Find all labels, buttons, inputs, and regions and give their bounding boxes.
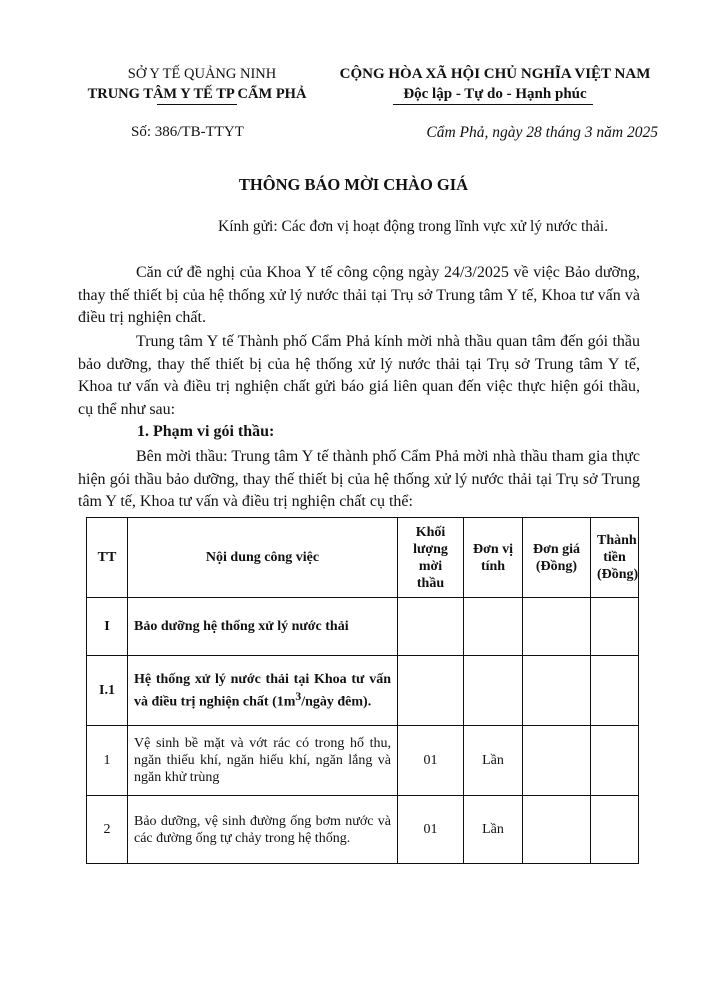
header-quantity: Khối lượng mời thầu — [398, 518, 464, 598]
cell-quantity: 01 — [398, 726, 464, 796]
cell-tt: I — [87, 598, 128, 656]
section-heading-scope: 1. Phạm vi gói thầu: — [137, 423, 275, 440]
cell-content-main: Hệ thống xử lý nước thải tại Khoa tư vấn và điều trị nghiện chất (1m — [134, 671, 391, 710]
cell-total — [591, 656, 639, 726]
cell-unit: Lần — [464, 726, 523, 796]
cell-tt: 1 — [87, 726, 128, 796]
motto-underline — [393, 104, 593, 105]
cell-total — [591, 796, 639, 864]
agency-unit-name: TRUNG TÂM Y TẾ TP CẨM PHẢ — [87, 86, 307, 102]
header-content: Nội dung công việc — [128, 518, 398, 598]
cell-unit — [464, 656, 523, 726]
cell-unit-price — [523, 796, 591, 864]
national-title: CỘNG HÒA XÃ HỘI CHỦ NGHĨA VIỆT NAM — [339, 66, 651, 82]
header-unit: Đơn vị tính — [464, 518, 523, 598]
work-items-table — [86, 517, 639, 864]
cell-content-sup: 3 — [295, 689, 302, 703]
cell-content: Vệ sinh bề mặt và vớt rác có trong hố thu, ngăn thiếu khí, ngăn hiếu khí, ngăn lắng và ngăn khử trùng — [128, 726, 398, 796]
cell-content — [128, 656, 398, 726]
header-tt: TT — [87, 518, 128, 598]
cell-total — [591, 598, 639, 656]
agency-name: SỞ Y TẾ QUẢNG NINH — [127, 66, 277, 82]
cell-content: Bảo dưỡng hệ thống xử lý nước thải — [128, 598, 398, 656]
cell-total — [591, 726, 639, 796]
table-row — [87, 598, 639, 656]
recipient-line: Kính gửi: Các đơn vị hoạt động trong lĩnh vực xử lý nước thải. — [218, 218, 609, 235]
header-total: Thành tiền (Đồng) — [591, 518, 639, 598]
header-unit-price: Đơn giá (Đồng) — [523, 518, 591, 598]
document-title: THÔNG BÁO MỜI CHÀO GIÁ — [238, 175, 469, 194]
cell-quantity — [398, 598, 464, 656]
cell-content-end: /ngày đêm). — [301, 694, 372, 710]
cell-unit: Lần — [464, 796, 523, 864]
cell-tt: 2 — [87, 796, 128, 864]
table-row — [87, 796, 639, 864]
cell-quantity — [398, 656, 464, 726]
document-date: Cẩm Phả, ngày 28 tháng 3 năm 2025 — [426, 124, 658, 141]
cell-unit — [464, 598, 523, 656]
cell-unit-price — [523, 726, 591, 796]
agency-underline — [157, 104, 237, 105]
document-number: Số: 386/TB-TTYT — [131, 124, 244, 140]
cell-tt: I.1 — [87, 656, 128, 726]
table-header-row — [87, 518, 639, 598]
paragraph-basis: Căn cứ đề nghị của Khoa Y tế công cộng ngày 24/3/2025 về việc Bảo dưỡng, thay thế thiết bị của hệ thống xử lý nước thải tại Trụ sở Trung tâm Y tế, Khoa tư vấn và điều trị nghiện chất. — [78, 264, 640, 326]
cell-unit-price — [523, 598, 591, 656]
national-motto: Độc lập - Tự do - Hạnh phúc — [403, 86, 587, 102]
cell-unit-price — [523, 656, 591, 726]
cell-quantity: 01 — [398, 796, 464, 864]
table-row — [87, 726, 639, 796]
cell-content: Bảo dưỡng, vệ sinh đường ống bơm nước và các đường ống tự chảy trong hệ thống. — [128, 796, 398, 864]
table-row — [87, 656, 639, 726]
paragraph-invitation: Trung tâm Y tế Thành phố Cẩm Phả kính mời nhà thầu quan tâm đến gói thầu bảo dưỡng, thay thế thiết bị của hệ thống xử lý nước thải tại Trụ sở Trung tâm Y tế, Khoa tư vấn và điều trị nghiện chất gửi báo giá liên quan đến việc thực hiện gói thầu, cụ thể như sau: — [78, 333, 640, 418]
paragraph-scope: Bên mời thầu: Trung tâm Y tế thành phố Cẩm Phả mời nhà thầu tham gia thực hiện gói thầu bảo dưỡng, thay thế thiết bị của hệ thống xử lý nước thải tại Trụ sở Trung tâm Y tế, Khoa tư vấn và điều trị nghiện chất cụ thể: — [78, 448, 640, 510]
